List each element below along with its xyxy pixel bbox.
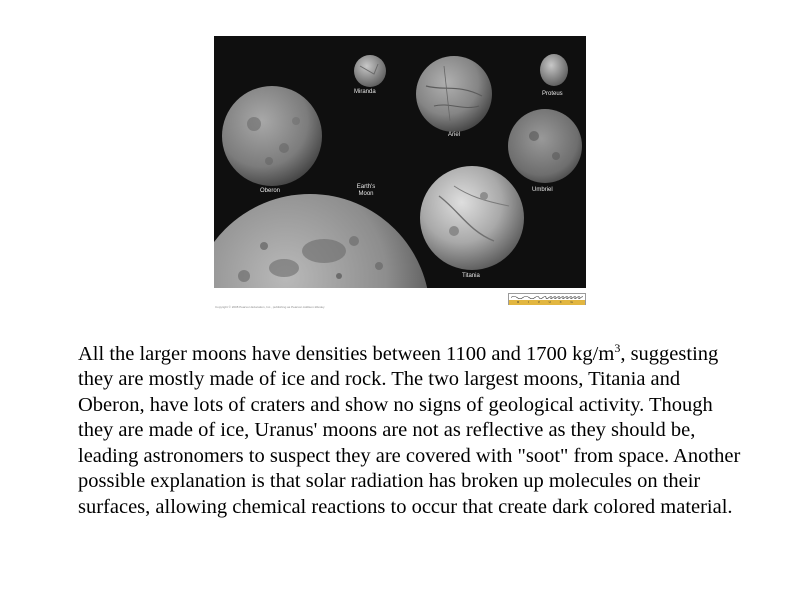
ariel-image: [416, 56, 492, 132]
paragraph-part-1: All the larger moons have densities between 1100 and 1700 kg/m: [78, 342, 615, 365]
oberon-image: [222, 86, 322, 186]
earths-moon-image: [214, 194, 430, 288]
moons-illustration: [214, 36, 586, 288]
ariel-label: Ariel: [448, 132, 461, 138]
proteus-label: Proteus: [542, 91, 563, 97]
superscript-3: 3: [614, 341, 621, 355]
umbriel-label: Umbriel: [532, 187, 553, 193]
oberon-label: Oberon: [260, 188, 281, 194]
body-paragraph: [78, 336, 748, 520]
spectrum-bar: [508, 293, 586, 305]
paragraph-part-2: , suggesting they are mostly made of ice and rock. The two largest moons, Titania and Oberon, have lots of craters and show no signs of geological activity. Though they are made of ice, Uranus' moons are not as reflective as they should be, leading astronomers to suspect they are covered with "soot" from space. Another possible explanation is that solar radiation has broken up molecules on their surfaces, allowing chemical reactions to occur that create dark colored material.: [78, 342, 741, 518]
titania-label: Titania: [462, 273, 480, 279]
titania-image: [420, 166, 524, 270]
proteus-image: [540, 54, 568, 86]
moons-figure: [214, 36, 586, 288]
umbriel-image: [508, 109, 582, 183]
earths-moon-label: Earth's Moon: [356, 184, 376, 197]
figure-credit: Copyright © 2008 Pearson Education, Inc., publishing as Pearson Addison-Wesley: [215, 305, 325, 309]
miranda-image: [354, 55, 386, 87]
miranda-label: Miranda: [354, 89, 376, 95]
spectrum-letters: R I V U X G: [509, 300, 585, 305]
